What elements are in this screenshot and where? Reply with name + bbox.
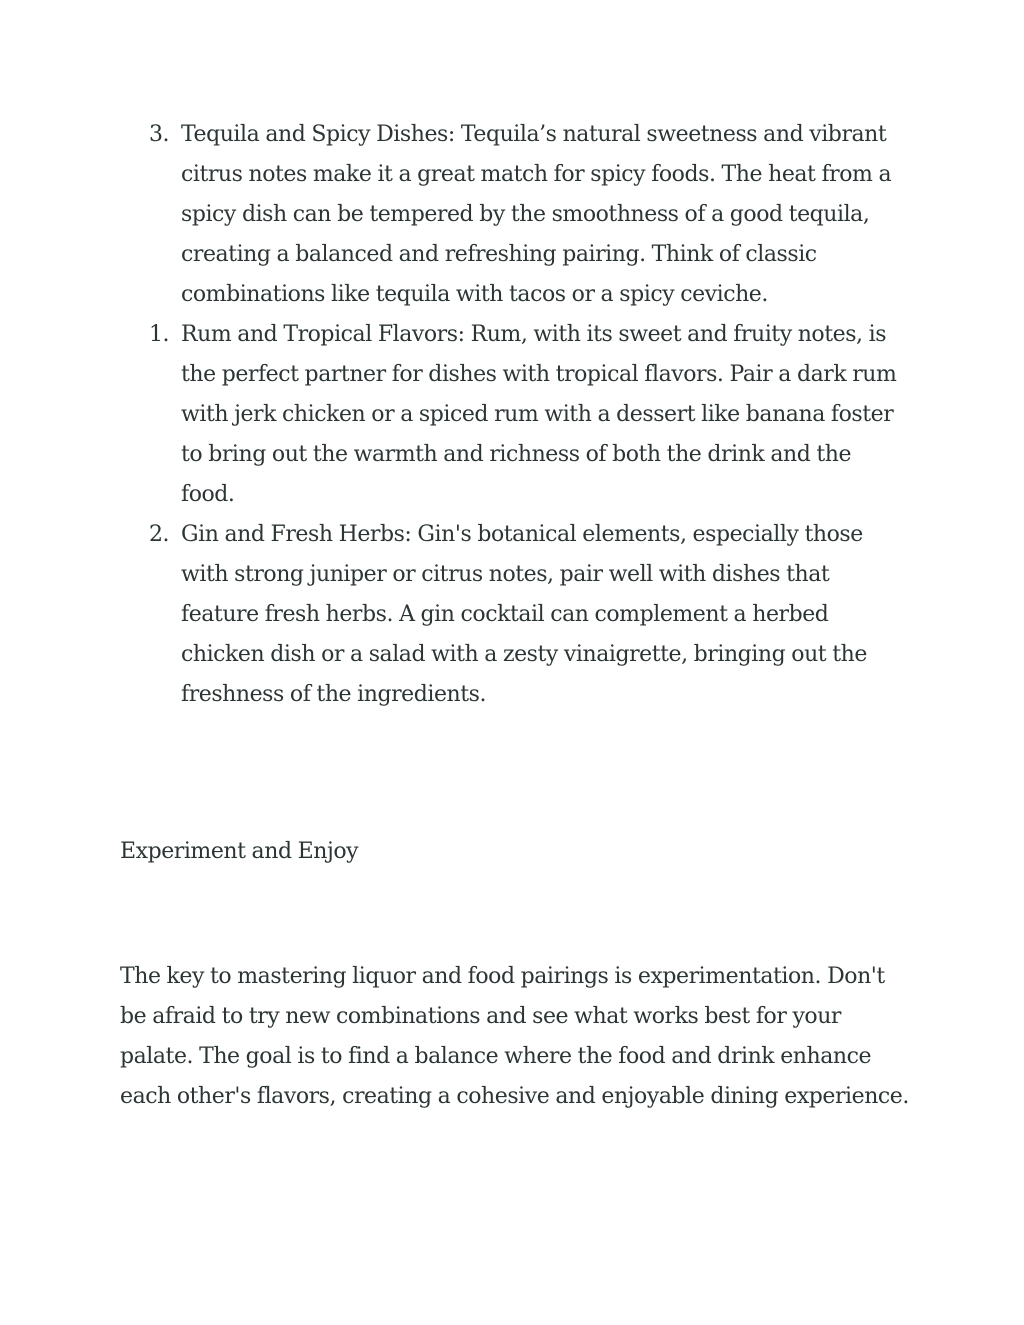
list-item-text: Gin and Fresh Herbs: Gin's botanical elements, especially those with strong juniper or citrus notes, pair well with dishes that feature fresh herbs. A gin cocktail can complement a herbed chicken dish or a salad with a zesty vinaigrette, bringing out the freshness of the ingredients.	[181, 522, 867, 707]
section-heading: Experiment and Enjoy	[120, 839, 359, 864]
list-item-text: Rum and Tropical Flavors: Rum, with its sweet and fruity notes, is the perfect partner for dishes with tropical flavors. Pair a dark rum with jerk chicken or a spiced rum with a dessert like banana foster to bring out the warmth and richness of both the drink and the food.	[181, 322, 897, 507]
list-item-number: 3.	[149, 122, 170, 147]
body-paragraph: The key to mastering liquor and food pairings is experimentation. Don't be afraid to try new combinations and see what works best for your palate. The goal is to find a balance where the food and drink enhance each other's flavors, creating a cohesive and enjoyable dining experience.	[120, 964, 909, 1109]
list-item	[120, 115, 920, 315]
pairing-list	[120, 115, 920, 715]
list-item	[120, 315, 920, 515]
list-item	[120, 515, 920, 715]
list-item-text: Tequila and Spicy Dishes: Tequila’s natural sweetness and vibrant citrus notes make it a great match for spicy foods. The heat from a spicy dish can be tempered by the smoothness of a good tequila, creating a balanced and refreshing pairing. Think of classic combinations like tequila with tacos or a spicy ceviche.	[181, 122, 892, 307]
list-item-number: 2.	[149, 522, 170, 547]
list-item-number: 1.	[149, 322, 170, 347]
